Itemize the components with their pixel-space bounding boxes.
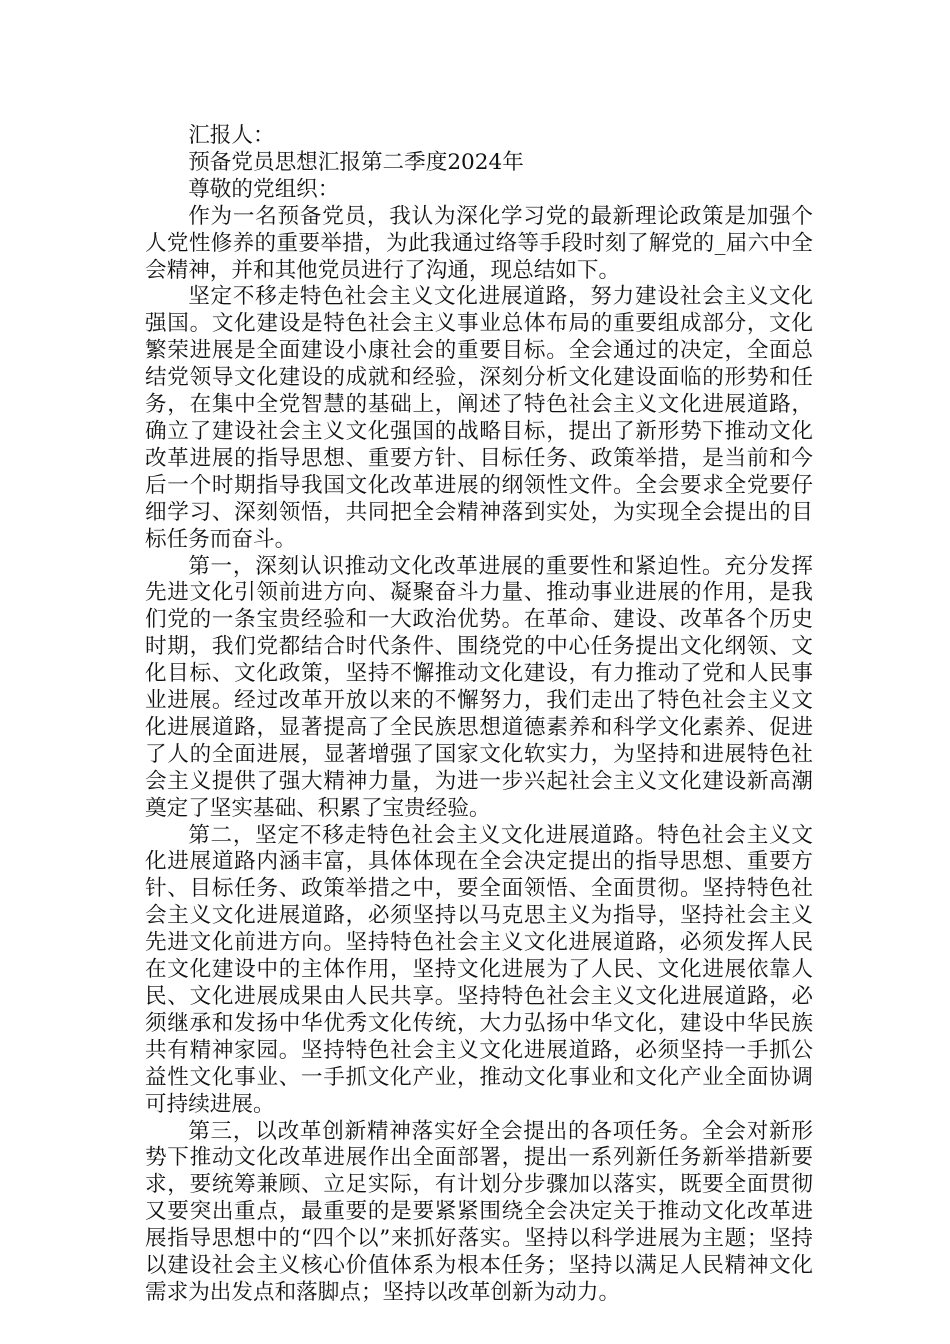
document-body [145, 123, 813, 1307]
report-title: 预备党员思想汇报第二季度2024年 [188, 149, 524, 175]
reporter-label: 汇报人： [188, 123, 275, 148]
salutation: 尊敬的党组织： [188, 176, 340, 202]
paragraph-second: 第二，坚定不移走特色社会主义文化进展道路。特色社会主义文化进展道路内涵丰富，具体体现在全会决定提出的指导思想、重要方针、目标任务、政策举措之中，要全面领悟、全面贯彻。坚持特色社会主义文化进展道路，必须坚持以马克思主义为指导，坚持社会主义先进文化前进方向。坚持特色社会主义文化进展道路，必须发挥人民在文化建设中的主体作用，坚持文化进展为了人民、文化进展依靠人民、文化进展成果由人民共享。坚持特色社会主义文化进展道路，必须继承和发扬中华优秀文化传统，大力弘扬中华文化，建设中华民族共有精神家园。坚持特色社会主义文化进展道路，必须坚持一手抓公益性文化事业、一手抓文化产业，推动文化事业和文化产业全面协调可持续进展。 [145, 822, 813, 1117]
paragraph-first: 第一，深刻认识推动文化改革进展的重要性和紧迫性。充分发挥先进文化引领前进方向、凝聚奋斗力量、推动事业进展的作用，是我们党的一条宝贵经验和一大政治优势。在革命、建设、改革各个历史时期，我们党都结合时代条件、围绕党的中心任务提出文化纲领、文化目标、文化政策，坚持不懈推动文化建设，有力推动了党和人民事业进展。经过改革开放以来的不懈努力，我们走出了特色社会主义文化进展道路，显著提高了全民族思想道德素养和科学文化素养、促进了人的全面进展，显著增强了国家文化软实力，为坚持和进展特色社会主义提供了强大精神力量，为进一步兴起社会主义文化建设新高潮奠定了坚实基础、积累了宝贵经验。 [145, 553, 813, 821]
paragraph-intro: 作为一名预备党员，我认为深化学习党的最新理论政策是加强个人党性修养的重要举措，为此我通过络等手段时刻了解党的_届六中全会精神，并和其他党员进行了沟通，现总结如下。 [145, 203, 813, 283]
paragraph-third: 第三，以改革创新精神落实好全会提出的各项任务。全会对新形势下推动文化改革进展作出全面部署，提出一系列新任务新举措新要求，要统筹兼顾、立足实际，有计划分步骤加以落实，既要全面贯彻又要突出重点，最重要的是要紧紧围绕全会决定关于推动文化改革进展指导思想中的“四个以”来抓好落实。坚持以科学进展为主题；坚持以建设社会主义核心价值体系为根本任务；坚持以满足人民精神文化需求为出发点和落脚点；坚持以改革创新为动力。 [145, 1118, 813, 1305]
paragraph-theme: 坚定不移走特色社会主义文化进展道路，努力建设社会主义文化强国。文化建设是特色社会主义事业总体布局的重要组成部分，文化繁荣进展是全面建设小康社会的重要目标。全会通过的决定，全面总结党领导文化建设的成就和经验，深刻分析文化建设面临的形势和任务，在集中全党智慧的基础上，阐述了特色社会主义文化进展道路，确立了建设社会主义文化强国的战略目标，提出了新形势下推动文化改革进展的指导思想、重要方针、目标任务、政策举措，是当前和今后一个时期指导我国文化改革进展的纲领性文件。全会要求全党要仔细学习、深刻领悟，共同把全会精神落到实处，为实现全会提出的目标任务而奋斗。 [145, 284, 813, 552]
